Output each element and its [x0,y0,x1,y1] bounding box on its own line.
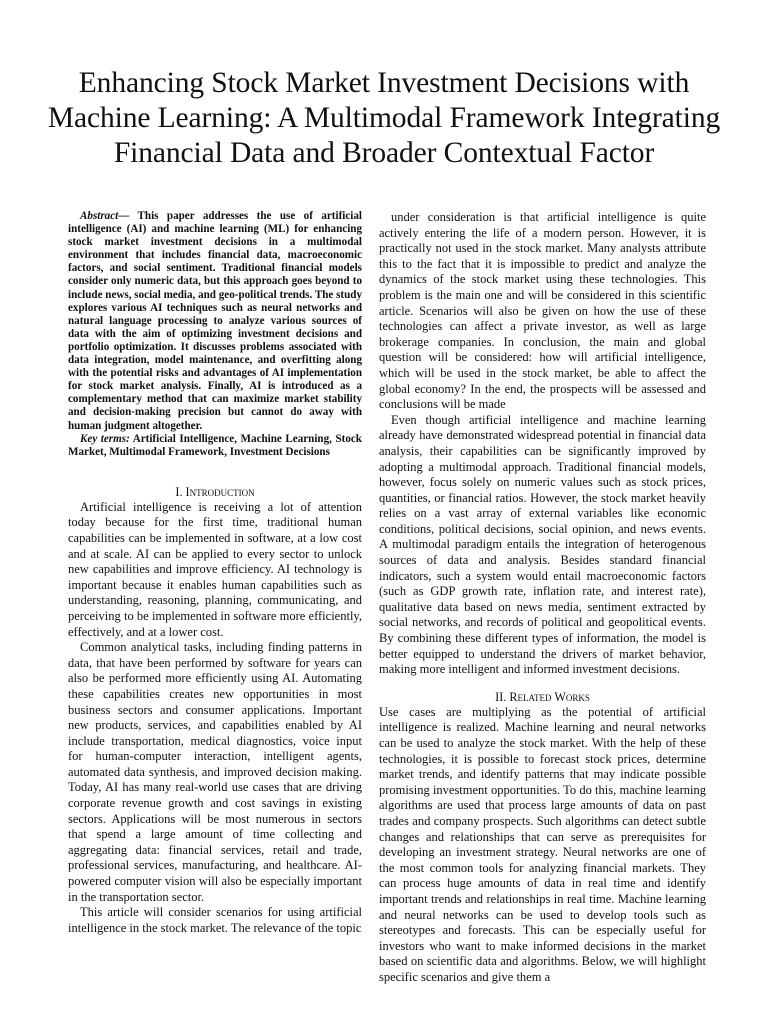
related-works-paragraph-1: Use cases are multiplying as the potential of artificial intelligence is realized. Machine learning and neural networks can be used to analyze the stock market. With the help of these technologies, it is possible to forecast stock prices, determine market trends, and identify patterns that may indicate possible promising investment opportunities. To do this, machine learning algorithms are used that process large amounts of data on past trades and company prospects. Such algorithms can detect subtle changes and relationships that can serve as prerequisites for developing an investment strategy. Neural networks are one of the most common tools for analyzing financial markets. They can process huge amounts of data in real time and identify important trends and relationships in real time. Machine learning and neural networks can be used to develop tools such as stereotypes and forecasts. This can be especially useful for investors who want to make informed decisions in the market based on scientific data and algorithms. Below, we will highlight specific scenarios and give them a [379,704,706,984]
intro-paragraph-1: Artificial intelligence is receiving a lot of attention today because for the first time, traditional human capabilities can be implemented in software, at a low cost and at scale. AI can be applied to every sector to unlock new capabilities and improve efficiency. AI technology is important because it enables human capabilities such as understanding, reasoning, planning, communicating, and perceiving to be implemented in software more efficiently, effectively, and at a lower cost. [68,499,362,639]
section-heading-related-works: II. Related Works [495,689,590,704]
abstract-lead: Abstract— [80,210,130,222]
key-terms-lead: Key terms: [80,432,130,445]
abstract [68,210,362,433]
section-heading-introduction: I. Introduction [175,484,255,499]
paper-title: Enhancing Stock Market Investment Decisions with Machine Learning: A Multimodal Framework Integrating Financial Data and Broader Contextual Factor [47,67,721,169]
intro-paragraph-3: This article will consider scenarios for using artificial intelligence in the stock market. The relevance of the topic [68,905,362,935]
abstract-text: This paper addresses the use of artificial intelligence (AI) and machine learning (ML) for enhancing stock market investment decisions in a multimodal environment that includes financial data, macroeconomic factors, and social sentiment. Traditional financial models consider only numeric data, but this approach goes beyond to include news, social media, and geo-political trends. The study explores various AI techniques such as neural networks and natural language processing to analyze various sources of data with the aim of optimizing investment decisions and portfolio optimization. It discusses problems associated with data integration, model maintenance, and overfitting along with the potential risks and advantages of AI implementation for stock market analysis. Finally, AI is introduced as a complementary method that can maximize market stability and decision-making precision but cannot do away with human judgment altogether. [68,210,362,432]
intro-paragraph-4: Even though artificial intelligence and machine learning already have demonstrated widespread potential in financial data analysis, their capabilities can be significantly improved by adopting a multimodal approach. Traditional financial models, however, focus solely on numeric values such as stock prices, quantities, or financial ratios. However, the stock market heavily relies on a vast array of external variables like economic conditions, political decisions, social opinion, and news events. A multimodal paradigm entails the integration of heterogenous sources of data and analysis. Besides standard financial indicators, such a system would entail macroeconomic factors (such as GDP growth rate, inflation rate, and interest rate), qualitative data based on news media, sentiment extracted by social networks, and records of political and geopolitical events. By combining these different types of information, the model is better equipped to understand the drivers of market behavior, making more intelligent and informed investment decisions. [379,412,706,677]
intro-paragraph-2: Common analytical tasks, including finding patterns in data, that have been performed by software for years can also be performed more efficiently using AI. Automating these capabilities creates new opportunities in most business sectors and consumer applications. Important new products, services, and capabilities enabled by AI include transportation, medical diagnostics, voice input for human-computer interaction, intelligent agents, automated data synthesis, and improved decision making. Today, AI has many real-world use cases that are driving corporate revenue growth and cost savings in existing sectors. Applications will be most numerous in sectors that spend a large amount of time collecting and aggregating data: financial services, retail and trade, professional services, manufacturing, and healthcare. AI-powered computer vision will also be especially important in the transportation sector. [68,640,362,904]
left-column [68,210,362,936]
right-column [379,210,706,986]
key-terms-text: Artificial Intelligence, Machine Learning, Stock Market, Multimodal Framework, Investment Decisions [68,432,362,458]
key-terms [68,433,362,459]
intro-paragraph-continued: under consideration is that artificial intelligence is quite actively entering the life of a modern person. However, it is practically not used in the stock market. Many analysts attribute this to the fact that it is impossible to predict and analyze the dynamics of the stock market using these technologies. This problem is the main one and will be considered in this scientific article. Scenarios will also be given on how the use of these technologies can affect a private investor, as well as large brokerage companies. In conclusion, the main and global question will be considered: how will artificial intelligence, which will be used in the stock market, be able to affect the global economy? In the end, the prospects will be assessed and conclusions will be made [379,210,706,412]
